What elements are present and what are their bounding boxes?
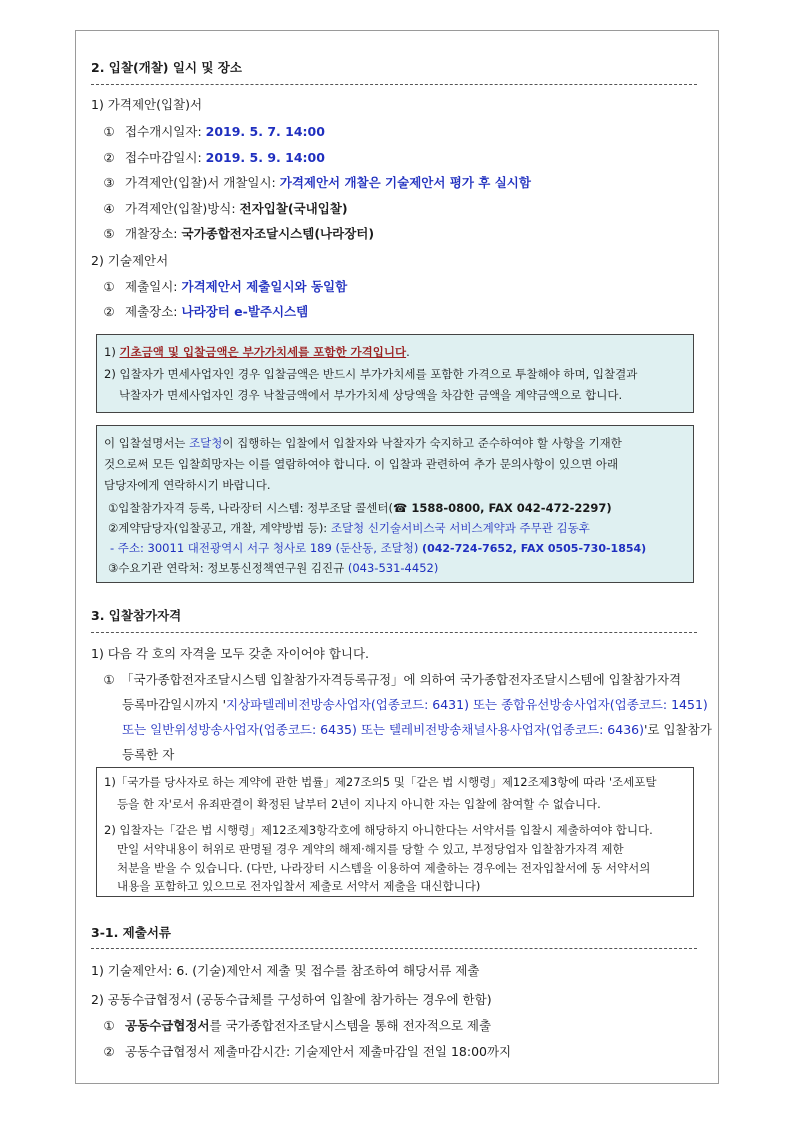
demand-agency-phone: (043-531-4452) — [347, 561, 439, 575]
bid-method-row: ④ 가격제안(입찰)방식: 전자입찰(국내입찰) — [103, 201, 348, 216]
note-1-line-2: 등을 한 자'로서 유죄판결이 확정된 날부터 2년이 지나지 아니한 자는 입찰에 참여할 수 없습니다. — [117, 797, 601, 811]
agency-name: 조달청 — [189, 436, 223, 450]
divider — [91, 84, 697, 85]
info-paragraph-line-3: 담당자에게 연락하시기 바랍니다. — [104, 478, 271, 492]
qualification-item-line-1: ① 「국가종합전자조달시스템 입찰참가자격등록규정」에 의하여 국가종합전자조달시스템에 입찰참가자격 — [103, 672, 682, 687]
contact-info-box — [96, 425, 694, 583]
opening-date-value: 가격제안서 개찰은 기술제안서 평가 후 실시함 — [279, 175, 531, 190]
vat-line-2a: 2) 입찰자가 면세사업자인 경우 입찰금액은 반드시 부가가치세를 포함한 가격으로 투찰해야 하며, 입찰결과 — [104, 367, 638, 381]
contract-officer-value: 조달청 신기술서비스국 서비스계약과 주무관 김동후 — [330, 521, 590, 535]
divider — [91, 632, 697, 633]
section-3-1-title: 3-1. 제출서류 — [91, 925, 171, 940]
contact-demand-agency: ③수요기관 연락처: 정보통신정책연구원 김진규 (043-531-4452) — [108, 561, 439, 575]
divider — [91, 948, 697, 949]
note-1-line-1: 1)「국가를 당사자로 하는 계약에 관한 법률」제27조의5 및「같은 법 시행령」제12조제3항에 따라 '조세포탈 — [104, 775, 657, 789]
tech-submit-date-value: 가격제안서 제출일시와 동일함 — [181, 279, 348, 294]
tech-submit-place-value: 나라장터 e-발주시스템 — [181, 304, 309, 319]
business-codes-1: 지상파텔레비전방송사업자(업종코드: 6431) 또는 종합유선방송사업자(업종코드: 1451) — [226, 697, 708, 712]
vat-line-2b: 낙찰자가 면세사업자인 경우 낙찰금액에서 부가가치세 상당액을 차감한 금액을 계약금액으로 합니다. — [119, 388, 623, 402]
note-2-line-4: 내용을 포함하고 있으므로 전자입찰서 제출로 서약서 제출을 대신합니다) — [117, 879, 481, 893]
tax-evasion-notice-box — [96, 767, 694, 897]
note-2-line-1: 2) 입찰자는「같은 법 시행령」제12조제3항각호에 해당하지 아니한다는 서약서를 입찰시 제출하여야 합니다. — [104, 823, 653, 837]
vat-line-1: 1) 기초금액 및 입찰금액은 부가가치세를 포함한 가격입니다. — [104, 345, 410, 359]
business-codes-2: 또는 일반위성방송사업자(업종코드: 6435) 또는 텔레비전방송채널사용사업자(업종코드: 6436) — [122, 722, 644, 737]
contact-callcenter: ①입찰참가자격 등록, 나라장터 시스템: 정부조달 콜센터(☎ 1588-0800, FAX 042-472-2297) — [108, 501, 612, 515]
opening-place-value: 국가종합전자조달시스템(나라장터) — [181, 226, 375, 241]
receipt-deadline-row: ② 접수마감일시: 2019. 5. 9. 14:00 — [103, 150, 325, 165]
contact-contract-officer: ②계약담당자(입찰공고, 개찰, 계약방법 등): 조달청 신기술서비스국 서비스계약과 주무관 김동후 — [108, 521, 590, 535]
receipt-start-row: ① 접수개시일자: 2019. 5. 7. 14:00 — [103, 124, 325, 139]
info-paragraph-line-2: 것으로써 모든 입찰희망자는 이를 열람하여야 합니다. 이 입찰과 관련하여 추가 문의사항이 있으면 아래 — [104, 457, 619, 471]
tech-submit-place-row: ② 제출장소: 나라장터 e-발주시스템 — [103, 304, 309, 319]
contact-address — [110, 540, 646, 556]
section-3-title: 3. 입찰참가자격 — [91, 608, 182, 623]
tech-submit-date-row: ① 제출일시: 가격제안서 제출일시와 동일함 — [103, 279, 348, 294]
joint-agreement-item-2: ② 공동수급협정서 제출마감시간: 기술제안서 제출마감일 전일 18:00까지 — [103, 1044, 512, 1059]
opening-date-row: ③ 가격제안(입찰)서 개찰일시: 가격제안서 개찰은 기술제안서 평가 후 실시함 — [103, 175, 531, 190]
opening-place-row: ⑤ 개찰장소: 국가종합전자조달시스템(나라장터) — [103, 226, 375, 241]
bid-method-value: 전자입찰(국내입찰) — [239, 201, 348, 216]
joint-agreement-item-1: ① 공동수급협정서를 국가종합전자조달시스템을 통해 전자적으로 제출 — [103, 1018, 492, 1033]
documents-line-1: 1) 기술제안서: 6. (기술)제안서 제출 및 접수를 참조하여 해당서류 제출 — [91, 963, 480, 978]
address-value: - 주소: 30011 대전광역시 서구 청사로 189 (둔산동, 조달청) — [110, 541, 423, 555]
callcenter-phone: ☎ 1588-0800, FAX 042-472-2297) — [393, 501, 612, 515]
vat-notice-box — [96, 334, 694, 413]
qualification-item-line-2: 등록마감일시까지 '지상파텔레비전방송사업자(업종코드: 6431) 또는 종합유선방송사업자(업종코드: 1451) — [122, 697, 708, 712]
section-2-title: 2. 입찰(개찰) 일시 및 장소 — [91, 60, 242, 75]
address-phone: (042-724-7652, FAX 0505-730-1854) — [422, 542, 647, 555]
receipt-start-value: 2019. 5. 7. 14:00 — [205, 124, 325, 139]
note-2-line-3: 처분을 받을 수 있습니다. (다만, 나라장터 시스템을 이용하여 제출하는 경우에는 전자입찰서에 동 서약서의 — [117, 861, 651, 875]
documents-line-2: 2) 공동수급협정서 (공동수급체를 구성하여 입찰에 참가하는 경우에 한함) — [91, 992, 492, 1007]
qualification-item-line-4: 등록한 자 — [122, 747, 175, 762]
info-paragraph-line-1: 이 입찰설명서는 조달청이 집행하는 입찰에서 입찰자와 낙찰자가 숙지하고 준수하여야 할 사항을 기재한 — [104, 436, 622, 450]
note-2-line-2: 만일 서약내용이 허위로 판명될 경우 계약의 해제·해지를 당할 수 있고, 부정당업자 입찰참가자격 제한 — [117, 842, 624, 856]
receipt-deadline-value: 2019. 5. 9. 14:00 — [205, 150, 325, 165]
qualification-heading: 1) 다음 각 호의 자격을 모두 갖춘 자이어야 합니다. — [91, 646, 370, 661]
qualification-item-line-3: 또는 일반위성방송사업자(업종코드: 6435) 또는 텔레비전방송채널사용사업자(업종코드: 6436)'로 입찰참가 — [122, 722, 712, 737]
price-proposal-heading: 1) 가격제안(입찰)서 — [91, 97, 203, 112]
vat-highlight: 기초금액 및 입찰금액은 부가가치세를 포함한 가격입니다 — [119, 345, 407, 359]
tech-proposal-heading: 2) 기술제안서 — [91, 253, 169, 268]
joint-agreement-label: 공동수급협정서 — [125, 1018, 210, 1033]
